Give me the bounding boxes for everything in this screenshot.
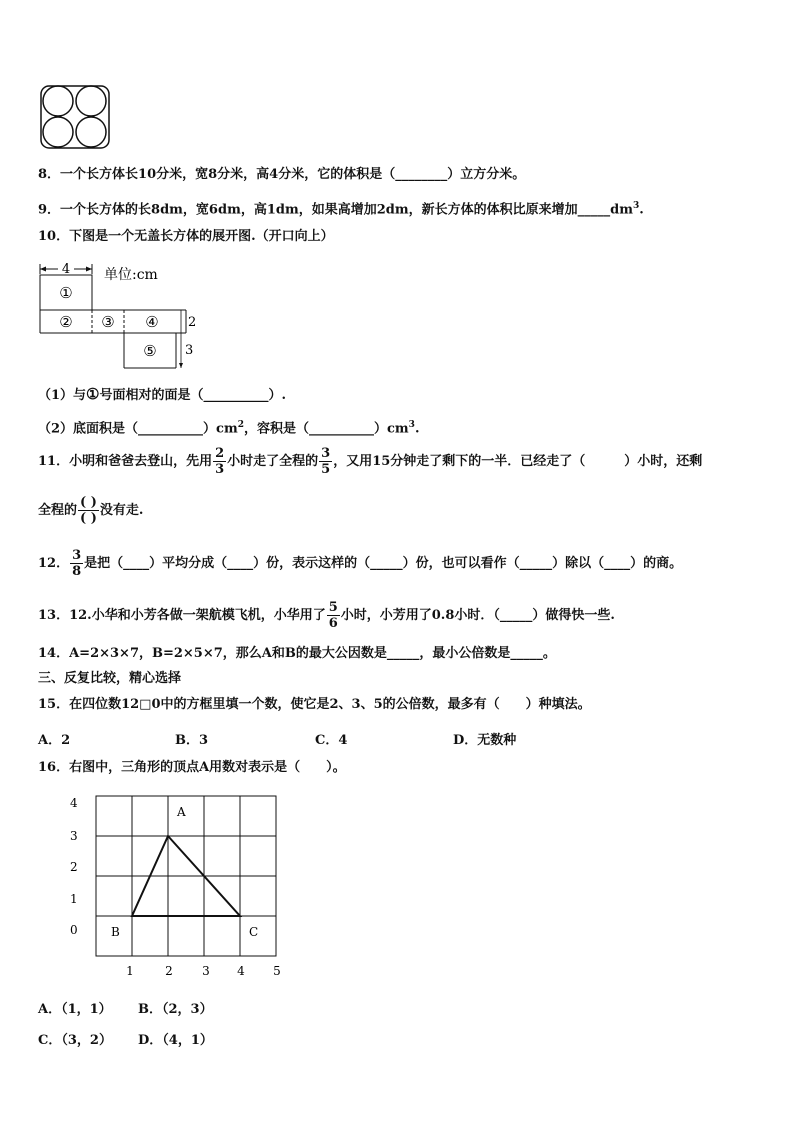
q9-period: . bbox=[639, 202, 644, 218]
net-face-3: ③ bbox=[101, 313, 115, 331]
q10-1-text: （1）与 bbox=[38, 388, 87, 403]
vertex-label-b: B bbox=[111, 925, 120, 939]
q10-1-text-end: ）. bbox=[268, 388, 287, 403]
question-8 bbox=[38, 167, 525, 183]
question-10-part-1 bbox=[38, 386, 286, 404]
q16-option-d[interactable]: D．（4，1） bbox=[138, 1033, 213, 1048]
q11-frac2-den: 5 bbox=[321, 462, 331, 477]
question-9 bbox=[38, 198, 644, 218]
grid-x-label-3: 3 bbox=[202, 964, 210, 978]
question-10 bbox=[38, 229, 334, 245]
q15-option-a[interactable]: A．2 bbox=[38, 733, 71, 748]
grid-x-label-2: 2 bbox=[165, 964, 173, 978]
section-3-title: 三、反复比较，精心选择 bbox=[38, 671, 182, 686]
q11-fraction-1 bbox=[213, 446, 226, 477]
net-unit-label: 单位:cm bbox=[104, 267, 158, 283]
four-circles-figure bbox=[40, 85, 110, 149]
q10-2-text: （2）底面积是（ bbox=[38, 421, 139, 437]
question-16 bbox=[38, 760, 346, 776]
grid-y-label-0: 0 bbox=[70, 923, 78, 937]
net-dim-bottom: 3 bbox=[185, 343, 194, 358]
net-width-label: 4 bbox=[61, 262, 71, 277]
q10-2-volume-exponent: 3 bbox=[408, 420, 415, 430]
q11-frac1-den: 3 bbox=[215, 462, 225, 477]
q16-option-c[interactable]: C．（3，2） bbox=[38, 1033, 112, 1048]
q11-text-d: 全程的 bbox=[38, 503, 78, 518]
q14-text: 14．A=2×3×7，B=2×5×7，那么A和B的最大公因数是_____，最小公倍数是_____。 bbox=[38, 646, 556, 661]
q10-2-volume-blank[interactable]: __________ bbox=[309, 421, 374, 437]
q16-option-a[interactable]: A．（1，1） bbox=[38, 1002, 112, 1017]
grid-y-label-4: 4 bbox=[70, 796, 78, 810]
grid-y-label-3: 3 bbox=[70, 829, 78, 843]
q11-frac3-num: ( ) bbox=[80, 495, 97, 510]
q10-2-area-blank[interactable]: __________ bbox=[138, 421, 204, 437]
q10-1-text-mid: 号面相对的面是（ bbox=[99, 388, 204, 403]
q11-text-c: ，又用15分钟走了剩下的一半．已经走了（ ）小时，还剩 bbox=[333, 454, 703, 469]
q15-option-c[interactable]: C．4 bbox=[315, 733, 348, 748]
vertex-label-a: A bbox=[177, 805, 186, 819]
q11-text-e: 没有走. bbox=[99, 503, 144, 518]
q15-option-d[interactable]: D．无数种 bbox=[453, 733, 517, 748]
q13-text-b: 小时，小芳用了0.8小时．（_____）做得快一些. bbox=[340, 608, 615, 623]
net-face-5: ⑤ bbox=[143, 342, 157, 360]
q11-fraction-blank[interactable] bbox=[78, 495, 99, 526]
q10-2-area-unit: ）cm bbox=[203, 421, 238, 437]
q13-text: 13．12.小华和小芳各做一架航模飞机，小华用了 bbox=[38, 608, 326, 623]
coordinate-grid-figure bbox=[60, 790, 295, 980]
q10-1-circled-one: ① bbox=[86, 385, 100, 403]
net-face-1: ① bbox=[59, 284, 73, 302]
question-11-line-2 bbox=[38, 490, 143, 532]
q10-1-answer-blank[interactable]: __________ bbox=[203, 388, 269, 403]
q8-answer-blank[interactable]: ________ bbox=[395, 167, 448, 182]
net-dim-top: 2 bbox=[188, 315, 197, 330]
net-face-2: ② bbox=[59, 313, 73, 331]
q10-2-text-mid: ，容积是（ bbox=[243, 421, 309, 437]
q11-text: 11．小明和爸爸去登山，先用 bbox=[38, 454, 213, 469]
q11-text-b: 小时走了全程的 bbox=[227, 454, 319, 469]
q9-answer-blank[interactable]: _____ bbox=[577, 202, 611, 218]
q15-option-b[interactable]: B．3 bbox=[175, 733, 209, 748]
q15-text: 15．在四位数12□0中的方框里填一个数，使它是2、3、5的公倍数，最多有（ ）种填法。 bbox=[38, 697, 591, 712]
q12-frac-num: 3 bbox=[72, 548, 82, 563]
q10-text: 10．下图是一个无盖长方体的展开图.（开口向上） bbox=[38, 229, 334, 244]
q11-frac3-den: ( ) bbox=[80, 511, 97, 526]
q11-frac2-num: 3 bbox=[321, 446, 331, 461]
cuboid-net-figure bbox=[34, 258, 204, 370]
q12-frac-den: 8 bbox=[72, 564, 82, 579]
question-12 bbox=[38, 545, 682, 583]
q10-2-area-exponent: 2 bbox=[237, 420, 244, 430]
q8-text: 8．一个长方体长10分米，宽8分米，高4分米，它的体积是（ bbox=[38, 167, 396, 182]
q16-option-b[interactable]: B．（2，3） bbox=[138, 1002, 213, 1017]
q10-2-volume-unit: ）cm bbox=[374, 421, 409, 437]
grid-x-label-4: 4 bbox=[237, 964, 245, 978]
q11-fraction-2 bbox=[319, 446, 332, 477]
q9-unit-exponent: 3 bbox=[632, 201, 640, 211]
q9-text: 9．一个长方体的长8dm，宽6dm，高1dm，如果高增加2dm，新长方体的体积比原来增加 bbox=[38, 202, 578, 218]
q9-unit: dm bbox=[610, 202, 633, 218]
grid-y-label-1: 1 bbox=[70, 892, 78, 906]
section-3-heading bbox=[38, 671, 181, 687]
q13-frac-den: 6 bbox=[328, 616, 338, 631]
q12-text: 是把（____）平均分成（____）份，表示这样的（_____）份，也可以看作（_____）除以（____）的商。 bbox=[84, 556, 683, 571]
grid-x-label-5: 5 bbox=[273, 964, 281, 978]
grid-y-label-2: 2 bbox=[70, 860, 78, 874]
grid-x-label-1: 1 bbox=[126, 964, 134, 978]
net-face-4: ④ bbox=[145, 313, 159, 331]
q13-fraction bbox=[327, 600, 340, 631]
question-15 bbox=[38, 697, 591, 713]
question-10-part-2 bbox=[38, 417, 419, 437]
vertex-label-c: C bbox=[249, 925, 259, 939]
q12-fraction bbox=[70, 548, 83, 579]
q11-frac1-num: 2 bbox=[215, 446, 225, 461]
q10-2-period: . bbox=[414, 421, 420, 437]
q12-number: 12． bbox=[38, 556, 70, 571]
q13-frac-num: 5 bbox=[328, 600, 338, 615]
question-13 bbox=[38, 597, 615, 635]
q8-text-end: ）立方分米。 bbox=[447, 167, 526, 182]
q16-text: 16．右图中，三角形的顶点A用数对表示是（ ）。 bbox=[38, 760, 346, 775]
question-14 bbox=[38, 646, 556, 662]
question-11 bbox=[38, 443, 702, 481]
